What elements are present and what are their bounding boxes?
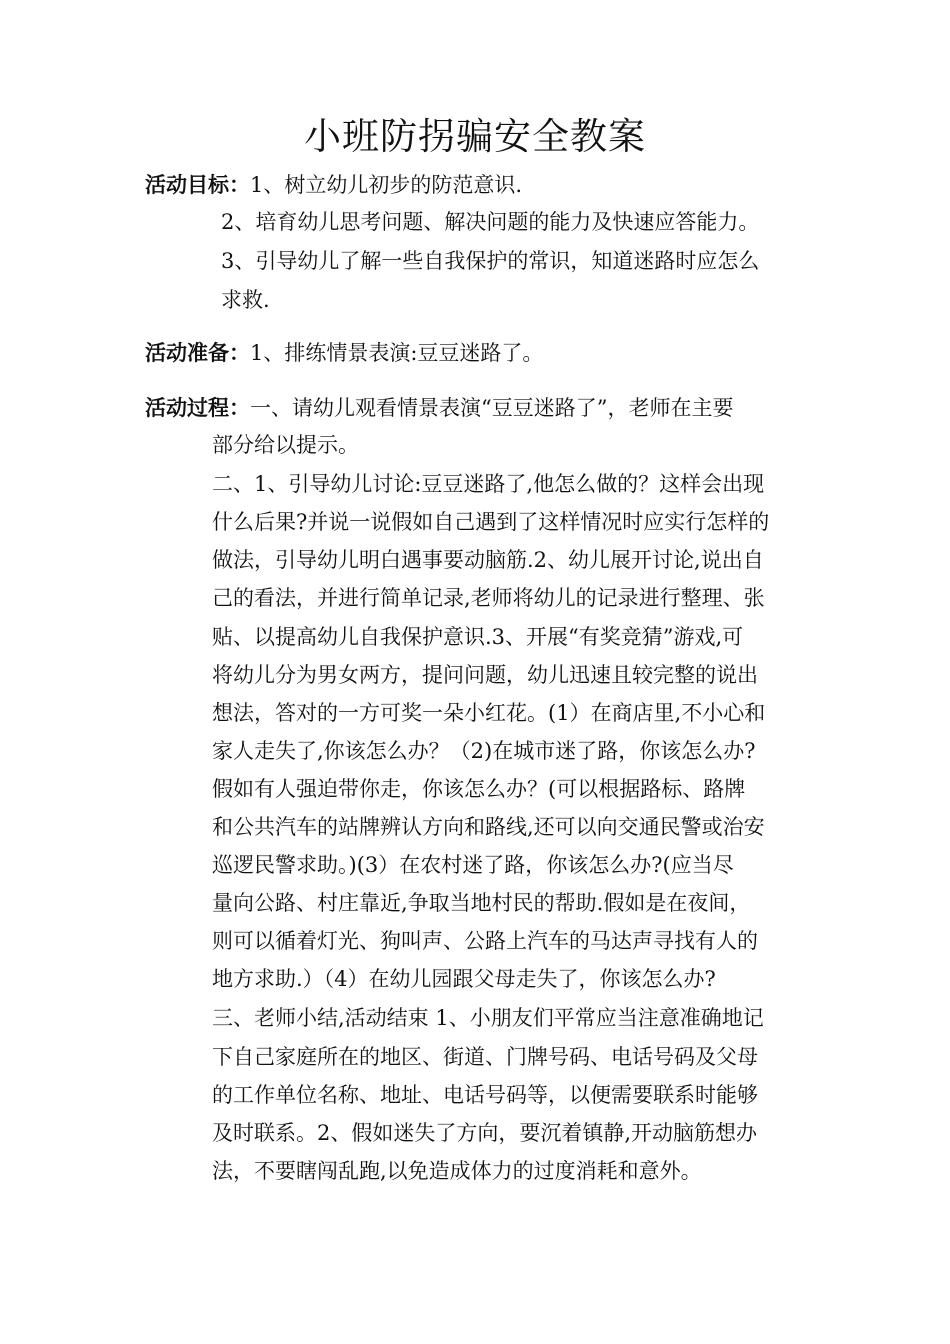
process-text-line: 及时联系。2、假如迷失了方向，要沉着镇静,开动脑筋想办	[212, 1121, 758, 1145]
process-text-line: 家人走失了,你该怎么办？（2)在城市迷了路，你该怎么办?	[212, 739, 756, 763]
process-line-1	[145, 393, 733, 423]
process-text-line: 则可以循着灯光、狗叫声、公路上汽车的马达声寻找有人的	[212, 929, 758, 953]
goals-item-2: 2、培育幼儿思考问题、解决问题的能力及快速应答能力。	[221, 210, 760, 234]
preparation-item-1: 1、排练情景表演:豆豆迷路了。	[250, 341, 544, 365]
process-text-line: 一、请幼儿观看情景表演“豆豆迷路了”，老师在主要	[250, 396, 734, 420]
process-text-line: 和公共汽车的站牌辨认方向和路线,还可以向交通民警或治安	[212, 815, 765, 839]
goals-line-1	[145, 170, 522, 200]
process-text-line: 假如有人强迫带你走，你该怎么办？(可以根据路标、路牌	[212, 777, 746, 801]
process-text-line: 贴、以提高幼儿自我保护意识.3、开展“有奖竞猜”游戏,可	[212, 625, 744, 649]
process-text-line: 想法，答对的一方可奖一朵小红花。(1）在商店里,不小心和	[212, 701, 766, 725]
process-text-line: 量向公路、村庄靠近,争取当地村民的帮助.假如是在夜间，	[212, 891, 751, 915]
goals-item-1: 1、树立幼儿初步的防范意识.	[250, 173, 523, 197]
preparation-line-1	[145, 338, 543, 368]
process-text-line: 什么后果?并说一说假如自己遇到了这样情况时应实行怎样的	[212, 510, 770, 534]
goals-label: 活动目标：	[145, 173, 250, 197]
preparation-label: 活动准备：	[145, 341, 250, 365]
process-text-line: 的工作单位名称、地址、电话号码等，以便需要联系时能够	[212, 1083, 758, 1107]
process-label: 活动过程：	[145, 396, 250, 420]
process-text-line: 己的看法，并进行简单记录,老师将幼儿的记录进行整理、张	[212, 586, 765, 610]
process-text-line: 地方求助.）（4）在幼儿园跟父母走失了，你该怎么办?	[212, 967, 716, 991]
process-text-line: 部分给以提示。	[212, 433, 359, 457]
document-title: 小班防拐骗安全教案	[304, 115, 646, 158]
process-text-line: 法，不要瞎闯乱跑,以免造成体力的过度消耗和意外。	[212, 1159, 702, 1183]
process-text-line: 三、老师小结,活动结束 1、小朋友们平常应当注意准确地记	[212, 1006, 764, 1030]
process-text-line: 巡逻民警求助。)(3）在农村迷了路，你该怎么办?(应当尽	[212, 853, 734, 877]
process-text-line: 二、1、引导幼儿讨论:豆豆迷路了,他怎么做的？这样会出现	[212, 472, 765, 496]
goals-item-3-line-1: 3、引导幼儿了解一些自我保护的常识，知道迷路时应怎么	[221, 249, 760, 273]
goals-item-3-line-2: 求救.	[221, 288, 270, 312]
process-text-line: 将幼儿分为男女两方，提问问题，幼儿迅速且较完整的说出	[212, 663, 758, 687]
process-text-line: 做法，引导幼儿明白遇事要动脑筋.2、幼儿展开讨论,说出自	[212, 548, 764, 572]
process-text-line: 下自己家庭所在的地区、街道、门牌号码、电话号码及父母	[212, 1045, 758, 1069]
